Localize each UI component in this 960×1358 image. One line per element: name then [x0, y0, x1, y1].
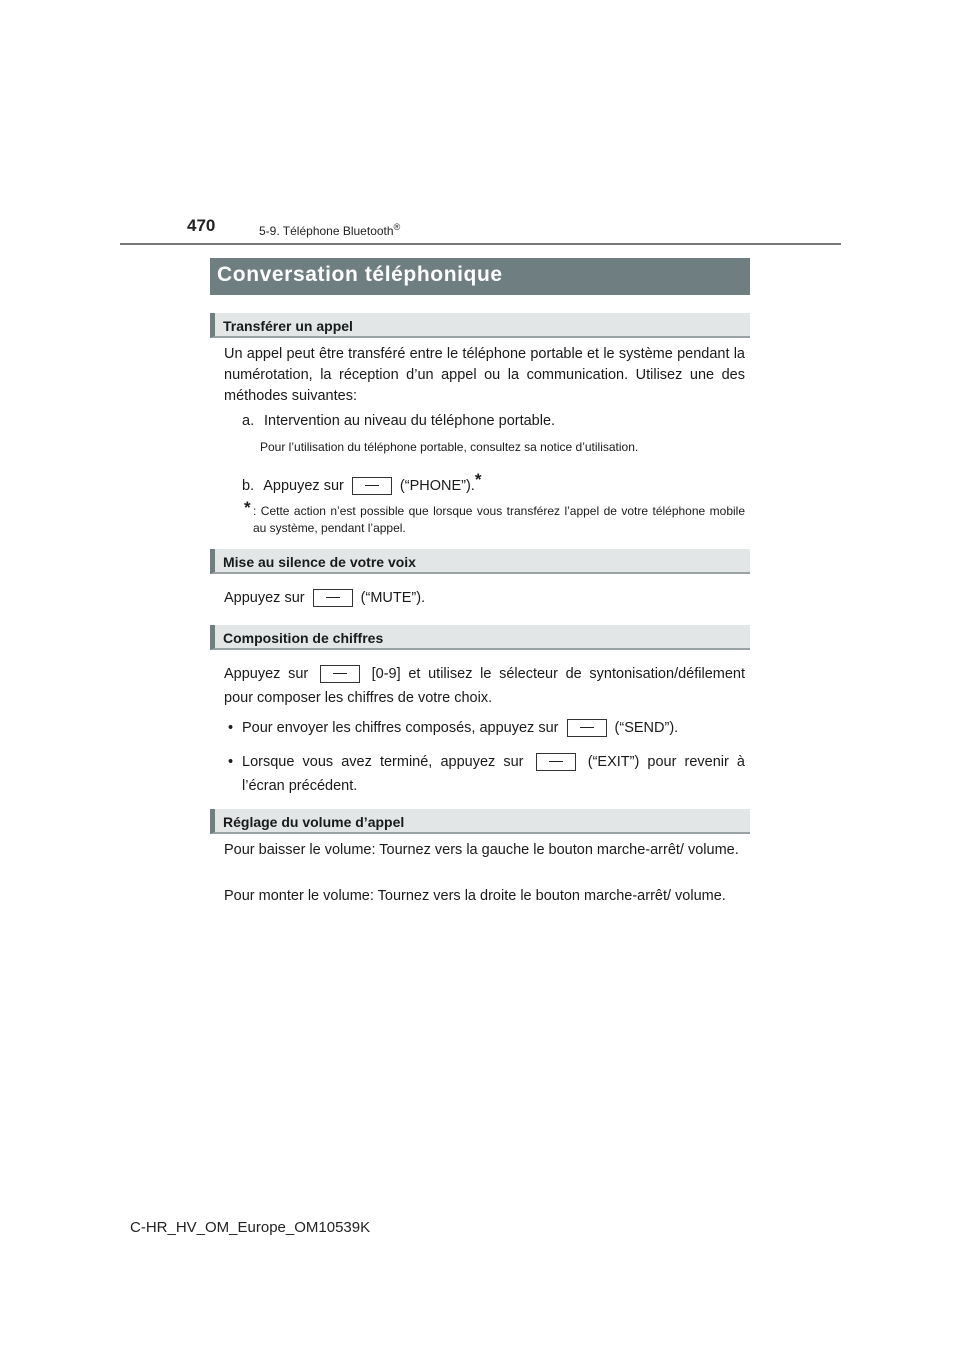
bullet-dot: •: [228, 754, 234, 770]
exit-button-icon: [536, 753, 576, 771]
bullet2-before: Lorsque vous avez terminé, appuyez sur: [242, 754, 524, 770]
mute-instruction: [224, 588, 745, 609]
send-button-icon: [567, 719, 607, 737]
header-rule: [120, 243, 841, 245]
mute-heading: Mise au silence de votre voix: [210, 549, 750, 574]
volume-down: Pour baisser le volume: Tournez vers la gauche le bouton marche-arrêt/ volume.: [224, 842, 739, 858]
transfer-item-b: [242, 470, 481, 495]
section-label: [259, 222, 400, 238]
page-number: 470: [187, 216, 216, 235]
bullet1-before: Pour envoyer les chiffres composés, appuyez sur: [242, 720, 559, 736]
item-b-before: Appuyez sur: [263, 478, 344, 494]
mute-button-icon: [313, 589, 353, 607]
bullet-dot: •: [228, 720, 234, 736]
mute-after: (“MUTE”).: [360, 590, 426, 606]
phone-button-icon: [352, 477, 392, 495]
transfer-heading: Transférer un appel: [210, 313, 750, 338]
registered-mark: ®: [393, 222, 401, 232]
bullet2-after: (“EXIT”) pour revenir à l’écran précédent.: [242, 754, 745, 794]
digits-heading: Composition de chiffres: [210, 625, 750, 650]
transfer-item-a-note: Pour l’utilisation du téléphone portable, consultez sa notice d’utilisation.: [260, 440, 639, 454]
digits-instruction: [224, 662, 745, 710]
bullet-text: [242, 716, 745, 740]
digits-bullet-exit: [228, 750, 745, 798]
item-a-label: a.: [242, 413, 255, 429]
digits-button-icon: [320, 665, 360, 683]
page-title: Conversation téléphonique: [210, 258, 750, 295]
section-label-text: 5-9. Téléphone Bluetooth: [259, 224, 394, 238]
item-b-label: b.: [242, 478, 255, 494]
footnote-star: *: [474, 470, 482, 489]
transfer-intro: Un appel peut être transféré entre le téléphone portable et le système pendant la numérotation, la réception d’un appel ou la communication. Utilisez une des méthodes suivantes:: [224, 346, 745, 404]
transfer-item-a: [242, 413, 555, 429]
bullet-text: [242, 750, 745, 798]
bullet1-after: (“SEND”).: [614, 720, 679, 736]
item-b-after: (“PHONE”).: [399, 478, 475, 494]
footnote-mark: *: [244, 498, 251, 517]
volume-heading: Réglage du volume d’appel: [210, 809, 750, 834]
item-a-text: Intervention au niveau du téléphone portable.: [264, 413, 556, 429]
transfer-footnote: : Cette action n’est possible que lorsque vous transférez l’appel de votre téléphone mobile au système, pendant l’appel.: [253, 504, 745, 535]
digits-after: [0-9] et utilisez le sélecteur de syntonisation/défilement pour composer les chiffres de votre choix.: [224, 666, 745, 706]
document-code: C-HR_HV_OM_Europe_OM10539K: [130, 1219, 371, 1236]
mute-before: Appuyez sur: [224, 590, 305, 606]
digits-before: Appuyez sur: [224, 666, 309, 682]
volume-up: Pour monter le volume: Tournez vers la droite le bouton marche-arrêt/ volume.: [224, 888, 726, 904]
digits-bullet-send: [228, 716, 745, 740]
